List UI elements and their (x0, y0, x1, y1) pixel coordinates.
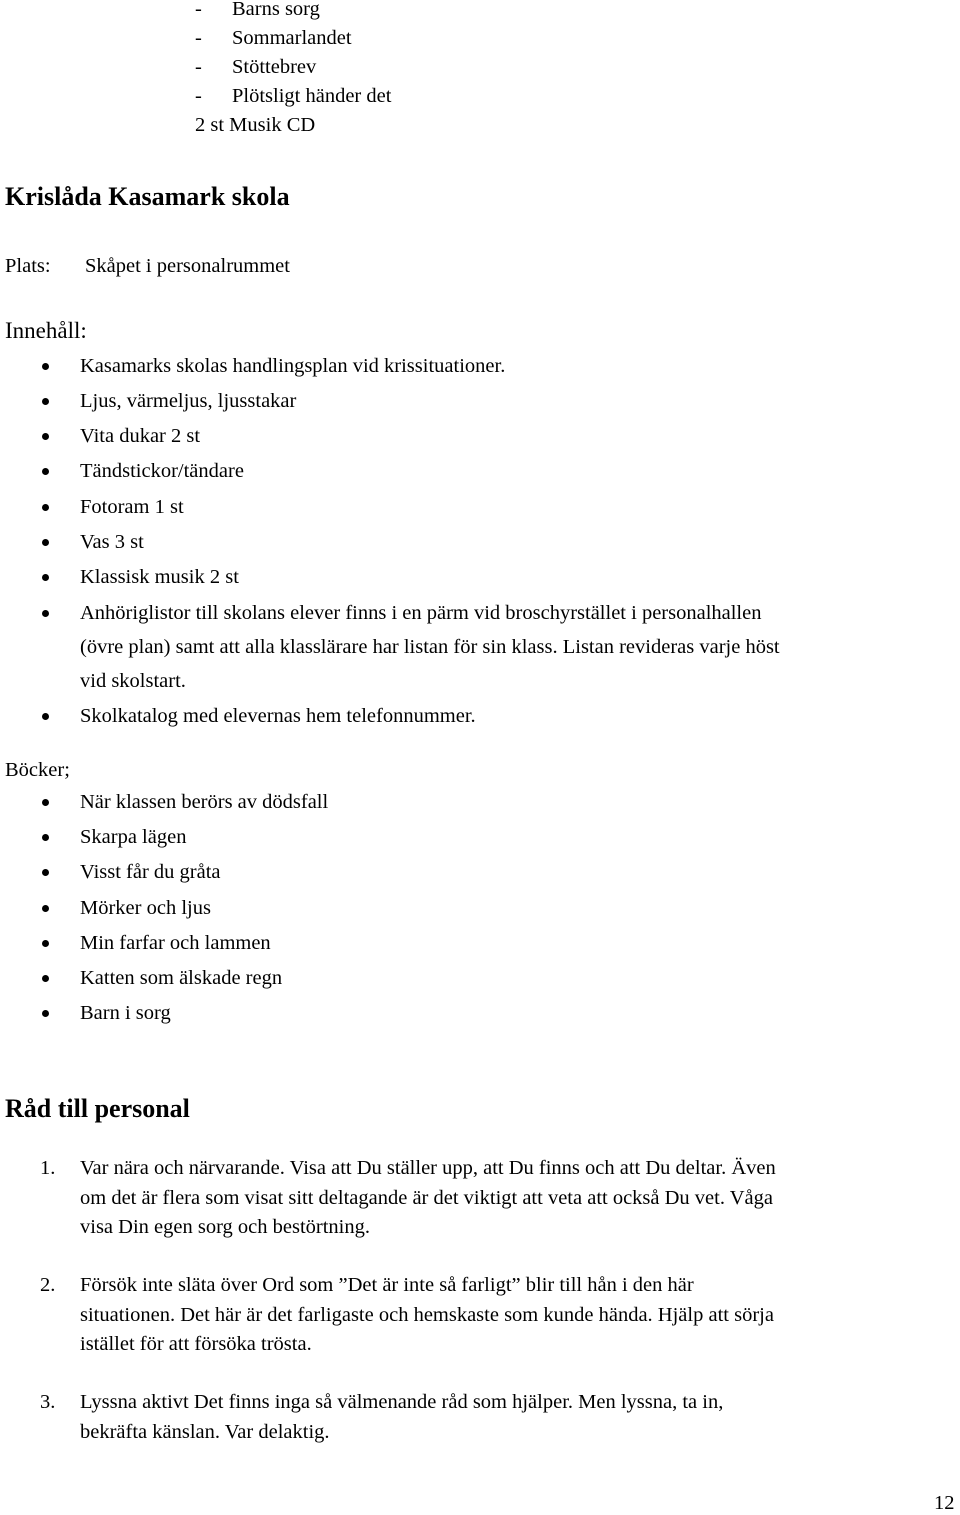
item-text-line: Lyssna aktivt Det finns inga så välmenande råd som hjälper. Men lyssna, ta in, (80, 1391, 724, 1413)
dash-marker: - (195, 0, 202, 20)
list-item-text: vid skolstart. (80, 670, 186, 692)
item-number: 3. (40, 1391, 56, 1413)
item-text-line: istället för att försöka trösta. (80, 1333, 312, 1355)
top-list-item: Sommarlandet (232, 27, 352, 49)
top-list-item: Barns sorg (232, 0, 320, 20)
book-title: Katten som älskade regn (80, 967, 283, 989)
bullet-icon (42, 610, 49, 617)
item-text-line: situationen. Det här är det farligaste och hemskaste som kunde hända. Hjälp att sörja (80, 1303, 774, 1326)
list-item-text: Kasamarks skolas handlingsplan vid krissituationer. (80, 355, 506, 377)
list-item-text: Klassisk musik 2 st (80, 566, 239, 588)
book-title: Visst får du gråta (80, 861, 221, 883)
section-heading-krislada: Krislåda Kasamark skola (5, 182, 290, 211)
bullet-icon (42, 363, 49, 370)
bullet-icon (42, 398, 49, 405)
item-number: 2. (40, 1274, 56, 1296)
bullet-icon (42, 504, 49, 511)
list-item-text: Fotoram 1 st (80, 496, 184, 518)
item-text-line: bekräfta känslan. Var delaktig. (80, 1420, 330, 1443)
item-text-line: Försök inte släta över Ord som ”Det är inte så farligt” blir till hån i den här (80, 1274, 694, 1296)
item-text-line: visa Din egen sorg och bestörtning. (80, 1216, 370, 1238)
bullet-icon (42, 433, 49, 440)
list-item-text: Vita dukar 2 st (80, 425, 201, 447)
book-title: Mörker och ljus (80, 897, 211, 919)
top-extra-line: 2 st Musik CD (195, 114, 316, 136)
book-title: Skarpa lägen (80, 826, 187, 848)
book-title: När klassen berörs av dödsfall (80, 791, 329, 813)
item-text-line: Var nära och närvarande. Visa att Du ställer upp, att Du finns och att Du deltar. Även (80, 1157, 776, 1179)
bullet-icon (42, 799, 49, 806)
innehall-label: Innehåll: (5, 318, 87, 343)
top-list-item: Plötsligt händer det (232, 85, 392, 107)
bullet-icon (42, 834, 49, 841)
list-item-text: Vas 3 st (80, 531, 144, 553)
bocker-label: Böcker; (5, 759, 70, 781)
book-title: Min farfar och lammen (80, 932, 271, 954)
bullet-icon (42, 468, 49, 475)
bullet-icon (42, 975, 49, 982)
list-item-text: Anhöriglistor till skolans elever finns i en pärm vid broschyrstället i personalhallen (80, 602, 762, 624)
bullet-icon (42, 574, 49, 581)
bullet-icon (42, 1010, 49, 1017)
section-heading-rad: Råd till personal (5, 1094, 190, 1123)
bullet-icon (42, 713, 49, 720)
dash-marker: - (195, 27, 202, 49)
plats-label: Plats: (5, 255, 51, 277)
dash-marker: - (195, 56, 202, 78)
bullet-icon (42, 940, 49, 947)
book-title: Barn i sorg (80, 1002, 171, 1024)
bullet-icon (42, 905, 49, 912)
list-item-text: Skolkatalog med elevernas hem telefonnummer. (80, 705, 476, 727)
item-text-line: om det är flera som visat sitt deltagande är det viktigt att veta att också Du vet. Våga (80, 1186, 773, 1209)
bullet-icon (42, 539, 49, 546)
item-number: 1. (40, 1157, 56, 1179)
dash-marker: - (195, 85, 202, 107)
bullet-icon (42, 869, 49, 876)
plats-value: Skåpet i personalrummet (85, 255, 290, 277)
list-item-text: Ljus, värmeljus, ljusstakar (80, 390, 297, 412)
top-list-item: Stöttebrev (232, 56, 317, 78)
list-item-text: (övre plan) samt att alla klasslärare har listan för sin klass. Listan revideras varje höst (80, 636, 780, 658)
page-number: 12 (934, 1492, 955, 1514)
list-item-text: Tändstickor/tändare (80, 460, 244, 482)
